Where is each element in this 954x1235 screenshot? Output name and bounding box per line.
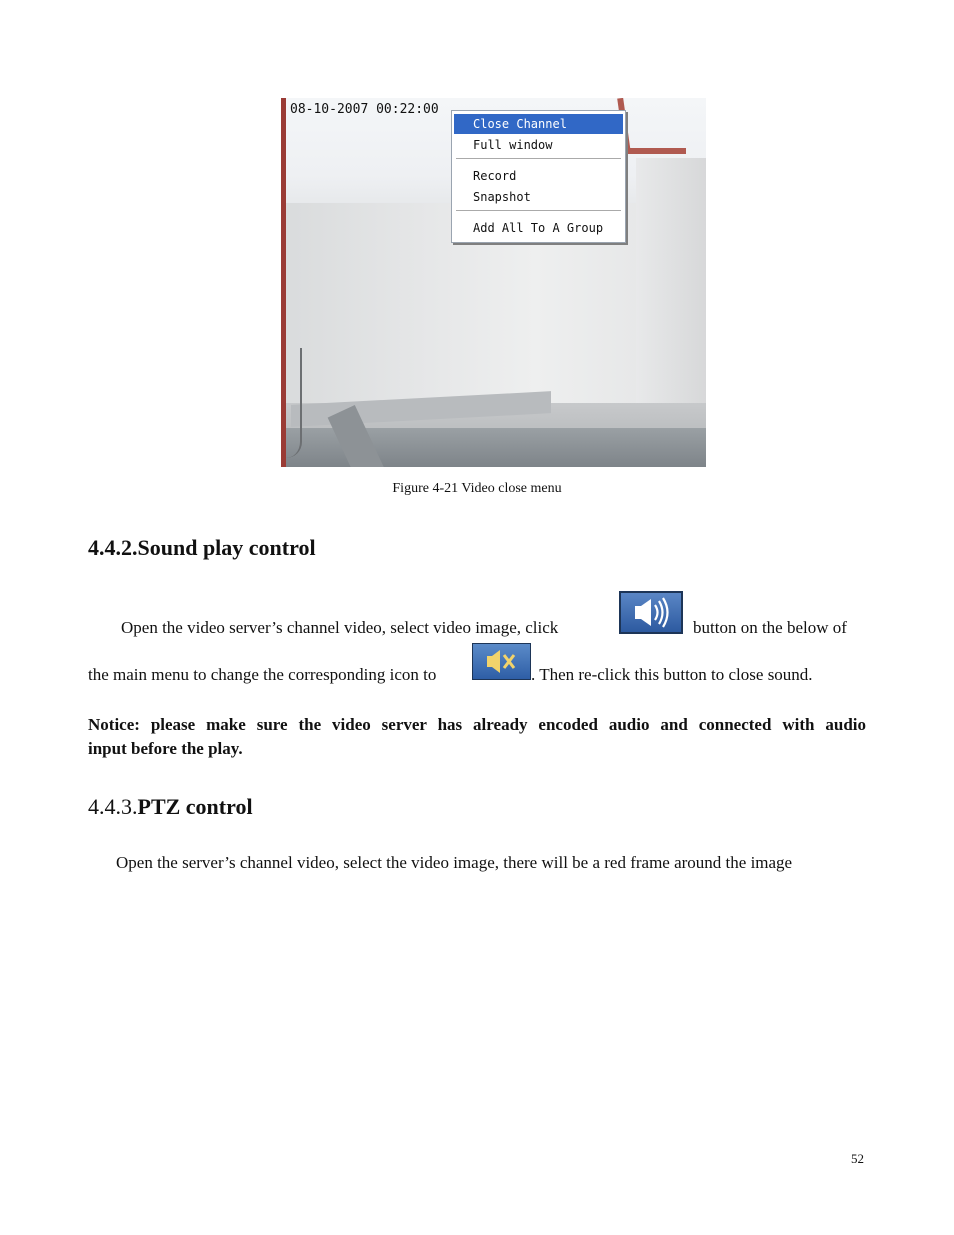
speaker-icon-glyph xyxy=(621,593,681,632)
section-title: Sound play control xyxy=(137,535,316,560)
paragraph-line: Open the video server’s channel video, select video image, click xyxy=(121,618,559,637)
video-timestamp: 08-10-2007 00:22:00 xyxy=(290,102,439,117)
section-number: 4.4.3. xyxy=(88,794,138,819)
section-number: 4.4.2. xyxy=(88,535,138,560)
video-screenshot xyxy=(281,98,706,467)
menu-item-close-channel[interactable]: Close Channel xyxy=(454,114,623,134)
menu-item-record[interactable]: Record xyxy=(473,169,517,183)
section-title: PTZ control xyxy=(137,794,253,819)
section-heading-sound-play xyxy=(88,535,316,561)
menu-item-snapshot[interactable]: Snapshot xyxy=(473,190,531,204)
speaker-mute-icon xyxy=(472,643,531,680)
notice-line: input before the play. xyxy=(88,739,243,758)
menu-item-add-all-to-group[interactable]: Add All To A Group xyxy=(473,221,604,235)
menu-separator xyxy=(456,158,621,160)
section-heading-ptz xyxy=(88,794,253,820)
video-context-menu xyxy=(451,110,626,243)
paragraph-line: the main menu to change the corresponding icon to xyxy=(88,665,437,684)
notice-line: Notice: please make sure the video server has already encoded audio and connected with audio xyxy=(88,715,866,734)
paragraph-line: Open the server’s channel video, select the video image, there will be a red frame around the image xyxy=(116,853,793,872)
speaker-mute-glyph xyxy=(473,644,530,679)
menu-separator xyxy=(456,210,621,212)
figure-caption: Figure 4-21 Video close menu xyxy=(392,481,562,496)
page-number: 52 xyxy=(851,1151,864,1166)
speaker-icon[interactable] xyxy=(619,591,683,634)
paragraph-line: button on the below of xyxy=(693,618,847,637)
menu-item-full-window[interactable]: Full window xyxy=(473,138,553,152)
paragraph-line: . Then re-click this button to close sound. xyxy=(531,665,813,684)
